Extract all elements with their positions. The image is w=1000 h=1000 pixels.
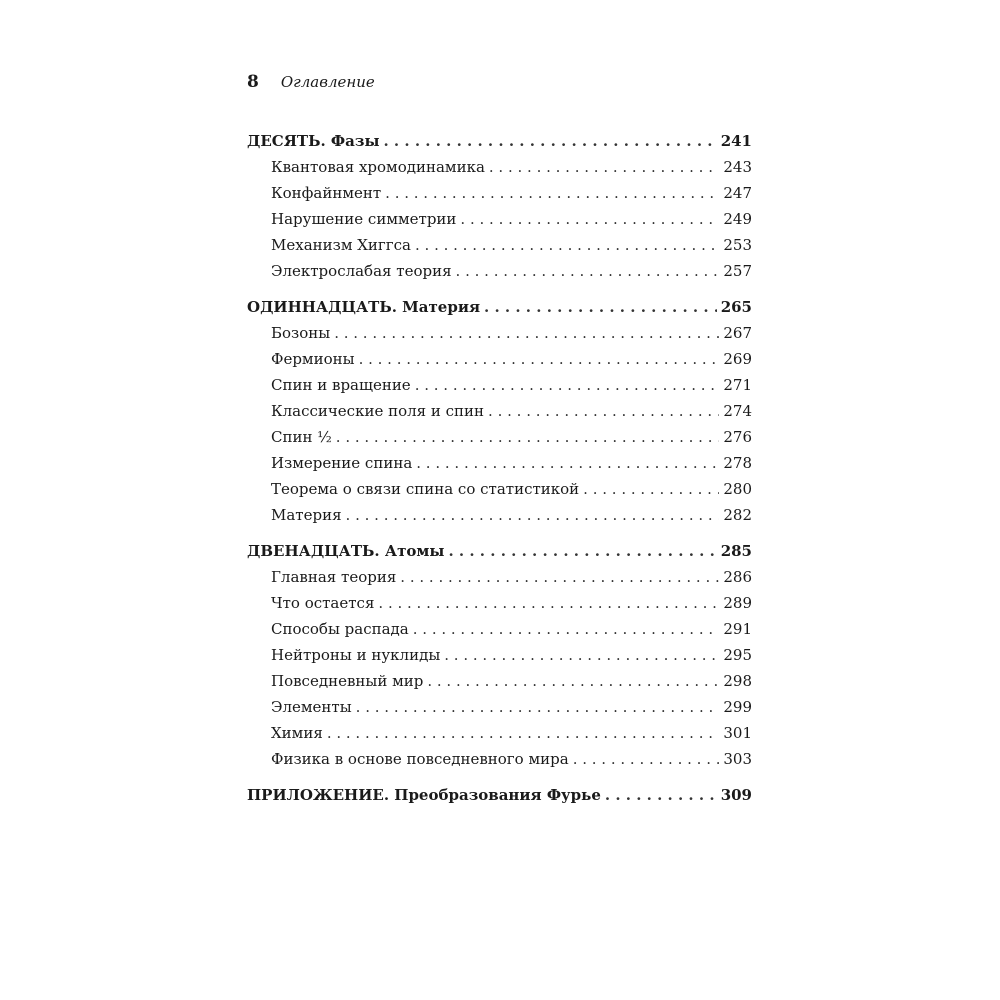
toc-section-entry-page: 301 [723, 724, 752, 742]
toc-section-entry[interactable] [247, 346, 752, 372]
toc-section-entry[interactable] [247, 232, 752, 258]
dot-leader [413, 616, 720, 642]
toc-section-entry-page: 243 [723, 158, 752, 176]
dot-leader [383, 128, 716, 154]
toc-section-entry[interactable] [247, 694, 752, 720]
dot-leader [356, 694, 720, 720]
toc-section-entry-page: 269 [723, 350, 752, 368]
toc-chapter-entry-page: 241 [720, 132, 752, 150]
toc-section-entry-title: Химия [271, 724, 323, 742]
toc-section-entry-title: Квантовая хромодинамика [271, 158, 485, 176]
dot-leader [583, 476, 719, 502]
toc-chapter [247, 782, 752, 808]
dot-leader [334, 320, 719, 346]
toc-chapter-entry[interactable] [247, 128, 752, 154]
dot-leader [378, 590, 719, 616]
toc-section-entry-page: 249 [723, 210, 752, 228]
toc-section-entry-page: 253 [723, 236, 752, 254]
toc-section-entry-title: Повседневный мир [271, 672, 424, 690]
dot-leader [448, 538, 716, 564]
toc-chapter-entry[interactable] [247, 294, 752, 320]
toc-section-entry-page: 247 [723, 184, 752, 202]
dot-leader [488, 398, 719, 424]
toc-section-entry-page: 291 [723, 620, 752, 638]
toc-section-entry-title: Спин и вращение [271, 376, 411, 394]
toc-section-entry[interactable] [247, 372, 752, 398]
toc-section-entry-title: Элементы [271, 698, 352, 716]
toc-section-entry-page: 267 [723, 324, 752, 342]
table-of-contents [247, 128, 752, 808]
toc-section-entry[interactable] [247, 668, 752, 694]
dot-leader [484, 294, 717, 320]
toc-section-entry-page: 295 [723, 646, 752, 664]
toc-section-entry-page: 271 [723, 376, 752, 394]
toc-section-entry[interactable] [247, 616, 752, 642]
toc-section-entry[interactable] [247, 206, 752, 232]
dot-leader [327, 720, 720, 746]
toc-section-entry-page: 276 [723, 428, 752, 446]
toc-section-entry-title: Способы распада [271, 620, 409, 638]
toc-section-entry[interactable] [247, 450, 752, 476]
toc-section-entry-page: 299 [723, 698, 752, 716]
toc-section-entry[interactable] [247, 258, 752, 284]
toc-section-entry[interactable] [247, 320, 752, 346]
page-header [247, 72, 375, 92]
toc-section-entry-page: 257 [723, 262, 752, 280]
toc-chapter-entry[interactable] [247, 782, 752, 808]
running-title: Оглавление [280, 73, 375, 91]
toc-section-entry-title: Механизм Хиггса [271, 236, 411, 254]
toc-chapter-entry[interactable] [247, 538, 752, 564]
toc-section-entry[interactable] [247, 424, 752, 450]
toc-chapter-entry-page: 309 [720, 786, 752, 804]
toc-section-entry-page: 280 [723, 480, 752, 498]
dot-leader [460, 206, 719, 232]
dot-leader [359, 346, 720, 372]
toc-section-entry-page: 286 [723, 568, 752, 586]
toc-section-entry-title: Теорема о связи спина со статистикой [271, 480, 580, 498]
toc-section-entry-title: Конфайнмент [271, 184, 382, 202]
dot-leader [444, 642, 719, 668]
toc-section-entry-title: Электрослабая теория [271, 262, 452, 280]
toc-section-entry[interactable] [247, 398, 752, 424]
toc-section-entry-page: 303 [723, 750, 752, 768]
toc-section-entry-title: Что остается [271, 594, 375, 612]
toc-section-entry-title: Спин ½ [271, 428, 332, 446]
toc-chapter [247, 538, 752, 772]
dot-leader [489, 154, 719, 180]
toc-chapter-entry-page: 265 [720, 298, 752, 316]
dot-leader [427, 668, 719, 694]
toc-section-entry[interactable] [247, 502, 752, 528]
toc-section-entry-title: Нейтроны и нуклиды [271, 646, 441, 664]
toc-chapter-entry-title: ДВЕНАДЦАТЬ. Атомы [247, 542, 445, 560]
toc-chapter-entry-page: 285 [720, 542, 752, 560]
toc-section-entry[interactable] [247, 746, 752, 772]
toc-section-entry-title: Главная теория [271, 568, 397, 586]
toc-section-entry-page: 298 [723, 672, 752, 690]
toc-section-entry[interactable] [247, 564, 752, 590]
toc-chapter-entry-title: ПРИЛОЖЕНИЕ. Преобразования Фурье [247, 786, 601, 804]
toc-chapter [247, 128, 752, 284]
dot-leader [605, 782, 717, 808]
toc-chapter-entry-title: ОДИННАДЦАТЬ. Материя [247, 298, 481, 316]
toc-section-entry-page: 278 [723, 454, 752, 472]
toc-section-entry[interactable] [247, 476, 752, 502]
toc-section-entry-title: Физика в основе повседневного мира [271, 750, 569, 768]
toc-section-entry-title: Фермионы [271, 350, 355, 368]
toc-section-entry-title: Бозоны [271, 324, 331, 342]
dot-leader [400, 564, 719, 590]
toc-section-entry-page: 282 [723, 506, 752, 524]
toc-chapter [247, 294, 752, 528]
toc-section-entry-title: Классические поля и спин [271, 402, 485, 420]
dot-leader [346, 502, 720, 528]
toc-section-entry-title: Материя [271, 506, 342, 524]
toc-section-entry-title: Нарушение симметрии [271, 210, 457, 228]
dot-leader [415, 372, 720, 398]
toc-section-entry[interactable] [247, 720, 752, 746]
toc-section-entry[interactable] [247, 154, 752, 180]
dot-leader [336, 424, 720, 450]
toc-section-entry-page: 274 [723, 402, 752, 420]
dot-leader [415, 232, 719, 258]
dot-leader [416, 450, 719, 476]
toc-chapter-entry-title: ДЕСЯТЬ. Фазы [247, 132, 380, 150]
toc-section-entry-title: Измерение спина [271, 454, 413, 472]
dot-leader [385, 180, 719, 206]
toc-section-entry[interactable] [247, 180, 752, 206]
toc-section-entry-page: 289 [723, 594, 752, 612]
dot-leader [573, 746, 720, 772]
dot-leader [456, 258, 720, 284]
toc-section-entry[interactable] [247, 590, 752, 616]
toc-section-entry[interactable] [247, 642, 752, 668]
page-number: 8 [247, 72, 259, 92]
